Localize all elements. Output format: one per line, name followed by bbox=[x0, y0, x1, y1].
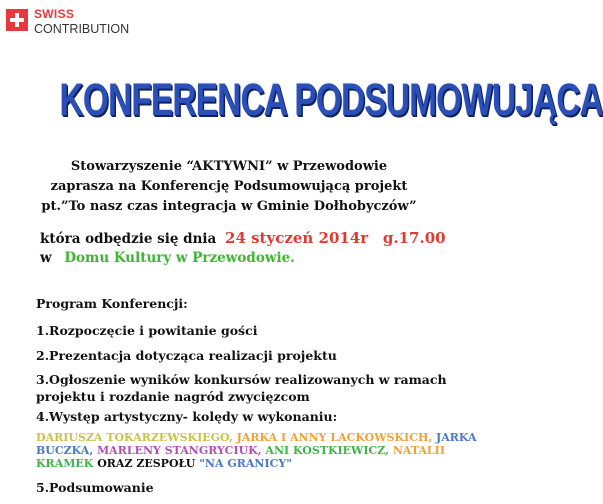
invitation-text bbox=[0, 157, 458, 217]
performers-line-1 bbox=[36, 431, 477, 444]
performers-line-2 bbox=[36, 444, 450, 457]
event-place: Domu Kultury w Przewodowie. bbox=[64, 250, 295, 266]
performer-3-last: BUCZKA, bbox=[36, 444, 94, 457]
program-heading: Program Konferencji: bbox=[36, 296, 188, 311]
band-name: "NA GRANICY" bbox=[199, 457, 292, 470]
event-time: g.17.00 bbox=[382, 229, 446, 247]
date-prefix: która odbędzie się dnia bbox=[40, 231, 217, 247]
invitation-line-2: zaprasza na Konferencję Podsumowującą projekt bbox=[50, 179, 408, 194]
program-item-5: 5.Podsumowanie bbox=[36, 480, 154, 495]
event-date-line bbox=[40, 228, 446, 249]
performers-list bbox=[36, 431, 477, 470]
place-prefix: w bbox=[40, 250, 52, 266]
performer-5: ANI KOSTKIEWICZ, bbox=[265, 444, 389, 457]
event-place-line bbox=[40, 248, 295, 268]
invitation-line-3: pt.”To nasz czas integracja w Gminie Dołhobyczów” bbox=[41, 199, 417, 214]
program-item-1: 1.Rozpoczęcie i powitanie gości bbox=[36, 323, 258, 338]
invitation-line-1: Stowarzyszenie “AKTYWNI” w Przewodowie bbox=[70, 159, 388, 174]
logo-text-swiss: SWISS bbox=[34, 7, 75, 21]
logo-text-contribution: CONTRIBUTION bbox=[34, 22, 130, 36]
program-item-4: 4.Występ artystyczny- kolędy w wykonaniu: bbox=[36, 409, 338, 424]
performer-3-first: JARKA bbox=[436, 431, 477, 444]
performer-2: JARKA I ANNY LACKOWSKICH, bbox=[236, 431, 433, 444]
page-title: KONFERENCA PODSUMOWUJĄCA bbox=[59, 74, 603, 125]
program-item-3 bbox=[36, 371, 447, 405]
program-item-3-line-1: 3.Ogłoszenie wyników konkursów realizowanych w ramach bbox=[36, 372, 447, 387]
program-item-3-line-2: projektu i rozdanie nagród zwycięzcom bbox=[36, 389, 310, 404]
program-item-2: 2.Prezentacja dotycząca realizacji projektu bbox=[36, 348, 337, 363]
performers-line-3 bbox=[36, 457, 450, 470]
swiss-contribution-logo bbox=[6, 6, 146, 40]
performers-connector: ORAZ ZESPOŁU bbox=[97, 457, 196, 470]
performer-1: DARIUSZA TOKARZEWSKIEGO, bbox=[36, 431, 233, 444]
performer-6-last: KRAMEK bbox=[36, 457, 94, 470]
swiss-cross-icon bbox=[6, 9, 28, 31]
performer-6-first: NATALII bbox=[392, 444, 445, 457]
performer-4: MARLENY STANGRYCIUK, bbox=[97, 444, 262, 457]
event-date: 24 styczeń 2014r bbox=[225, 229, 369, 247]
